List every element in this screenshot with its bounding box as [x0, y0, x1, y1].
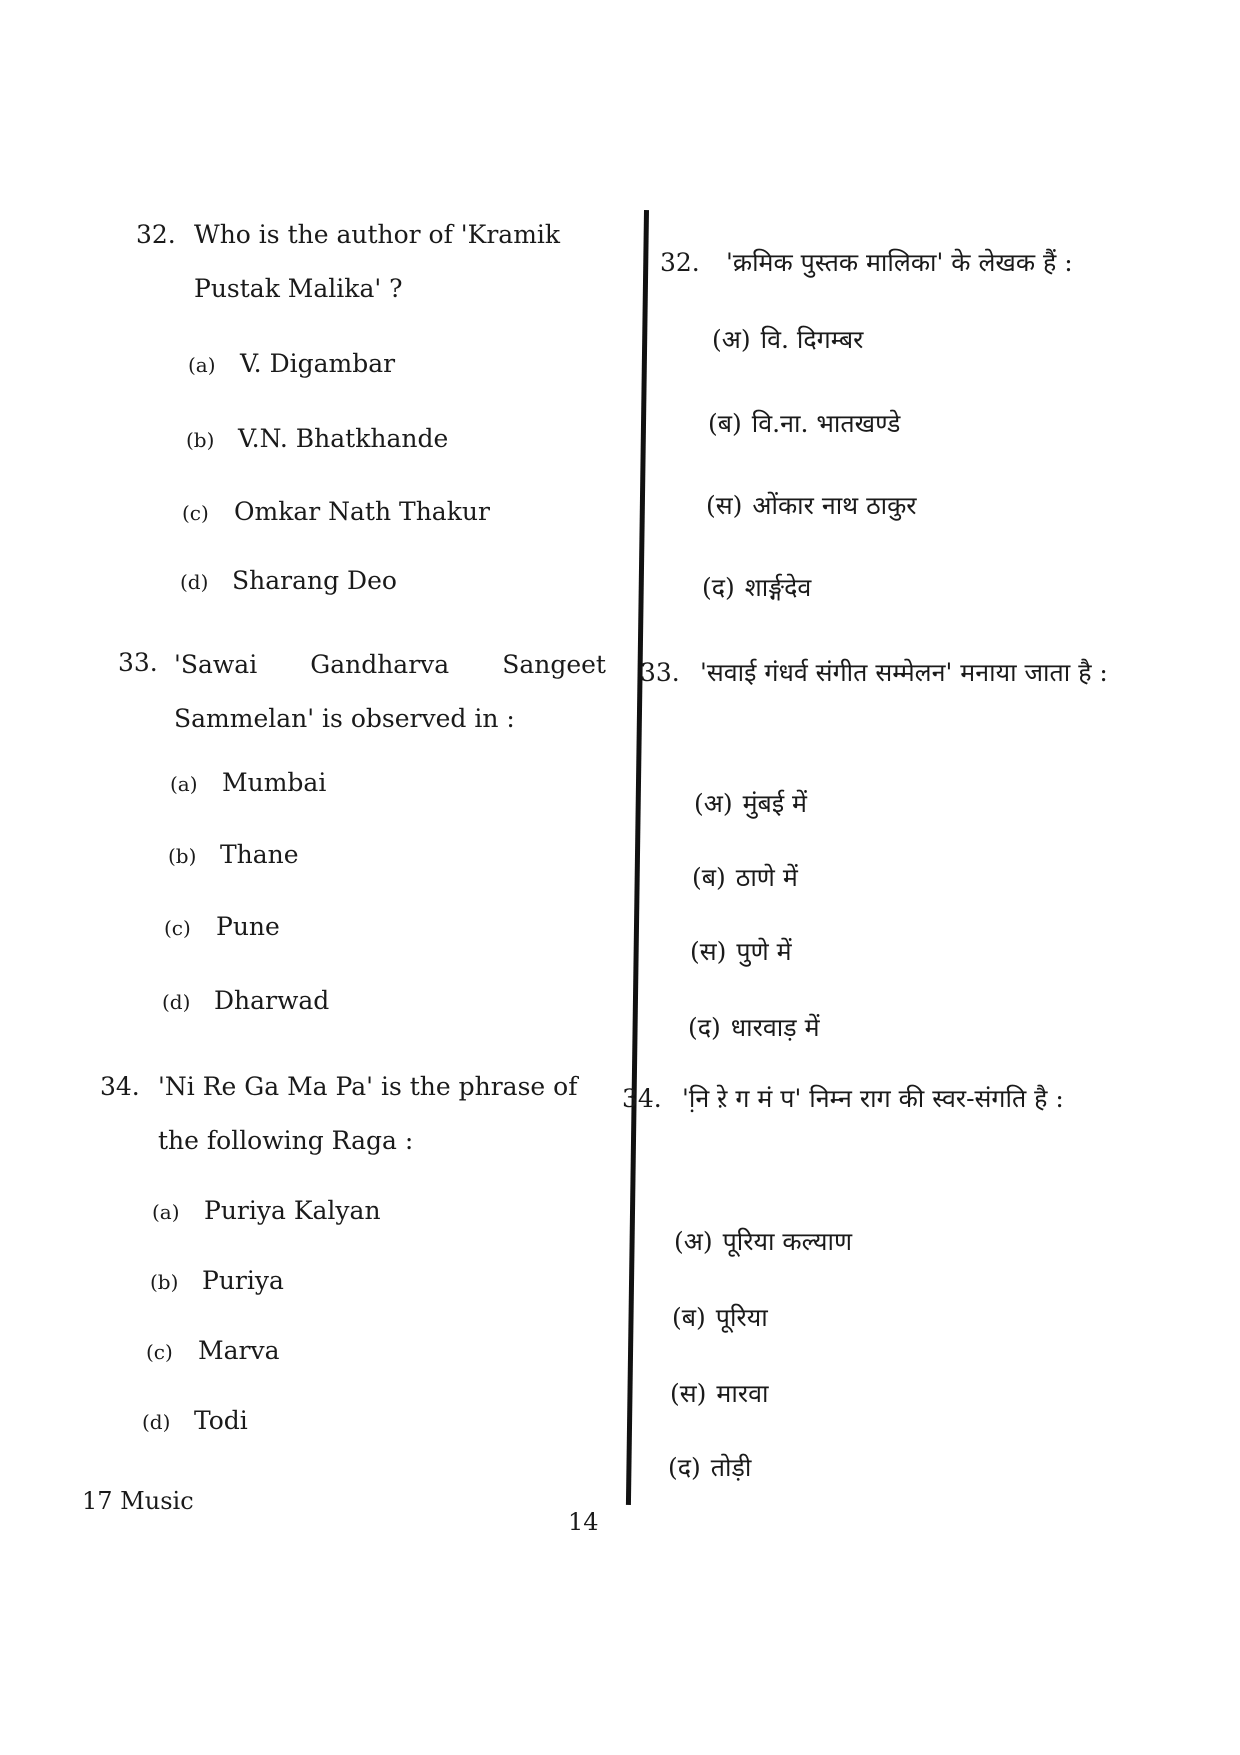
- option-label: (अ): [712, 325, 751, 354]
- option-label: (स): [690, 937, 727, 966]
- option-label: (स): [670, 1379, 707, 1408]
- option-text: पुणे में: [736, 937, 792, 966]
- option-text: धारवाड़ में: [730, 1013, 820, 1042]
- question-text: 'Ni Re Ga Ma Pa' is the phrase of the following Raga :: [158, 1072, 578, 1155]
- hindi-column: [622, 0, 1240, 1755]
- option-d: [668, 1450, 751, 1484]
- option-text: वि. दिगम्बर: [760, 325, 864, 354]
- option-label: (b): [168, 844, 197, 868]
- option-b: [692, 860, 798, 894]
- option-a: [712, 322, 863, 356]
- word: Sangeet: [502, 650, 606, 679]
- option-label: (d): [162, 990, 191, 1014]
- option-b: [150, 1266, 284, 1295]
- question-number: 33.: [118, 648, 158, 677]
- question-text: 'सवाई गंधर्व संगीत सम्मेलन' मनाया जाता है :: [700, 658, 1108, 687]
- option-text: Thane: [220, 840, 299, 869]
- option-text: तोड़ी: [710, 1453, 752, 1482]
- question-34-en: [100, 1060, 590, 1168]
- option-a: [152, 1196, 381, 1225]
- option-text: V.N. Bhatkhande: [238, 424, 449, 453]
- option-text: Todi: [194, 1406, 248, 1435]
- option-label: (अ): [674, 1227, 713, 1256]
- question-number: 32.: [660, 248, 700, 277]
- option-label: (ब): [672, 1303, 706, 1332]
- option-a: [694, 786, 807, 820]
- option-label: (ब): [708, 409, 742, 438]
- option-b: [168, 840, 299, 869]
- page-number: 14: [568, 1508, 599, 1536]
- question-33-en: [118, 638, 606, 746]
- option-label: (द): [688, 1013, 721, 1042]
- option-label: (ब): [692, 863, 726, 892]
- option-c: [690, 934, 792, 968]
- option-text: पूरिया: [715, 1303, 768, 1332]
- question-34-hi: [622, 1072, 1122, 1126]
- option-text: Pune: [216, 912, 280, 941]
- question-number: 34.: [622, 1084, 662, 1113]
- option-c: [670, 1376, 768, 1410]
- option-text: Marva: [198, 1336, 280, 1365]
- option-b: [672, 1300, 768, 1334]
- option-a: [170, 768, 326, 797]
- option-text: मारवा: [716, 1379, 769, 1408]
- footer-subject: 17 Music: [82, 1487, 194, 1515]
- option-label: (द): [668, 1453, 701, 1482]
- option-label: (a): [152, 1200, 180, 1224]
- option-d: [142, 1406, 248, 1435]
- option-a: [674, 1224, 852, 1258]
- option-text: Puriya: [202, 1266, 284, 1295]
- question-text-line-2: Sammelan' is observed in :: [174, 704, 515, 733]
- option-c: [164, 912, 280, 941]
- option-c: [706, 488, 917, 522]
- option-text: V. Digambar: [240, 349, 396, 378]
- option-label: (b): [186, 428, 215, 452]
- option-label: (c): [146, 1340, 173, 1364]
- question-number: 34.: [100, 1072, 140, 1101]
- option-label: (द): [702, 573, 735, 602]
- option-text: Puriya Kalyan: [204, 1196, 381, 1225]
- option-label: (c): [164, 916, 191, 940]
- option-label: (a): [170, 772, 198, 796]
- word: 'Sawai: [174, 650, 258, 679]
- option-d: [702, 570, 811, 604]
- word: Gandharva: [310, 650, 450, 679]
- option-text: मुंबई में: [742, 789, 808, 818]
- question-number: 32.: [136, 220, 176, 249]
- option-d: [162, 986, 329, 1015]
- option-label: (b): [150, 1270, 179, 1294]
- question-text-line-1: [174, 638, 606, 692]
- option-text: Omkar Nath Thakur: [234, 497, 490, 526]
- option-d: [180, 566, 397, 595]
- option-text: Sharang Deo: [232, 566, 397, 595]
- option-text: ओंकार नाथ ठाकुर: [752, 491, 917, 520]
- option-label: (d): [142, 1410, 171, 1434]
- question-text: 'नि़ रे़ ग मं प' निम्न राग की स्वर-संगति है :: [682, 1084, 1064, 1113]
- option-text: Mumbai: [222, 768, 327, 797]
- option-label: (d): [180, 570, 209, 594]
- option-text: शार्ङ्गदेव: [744, 573, 812, 602]
- option-c: [146, 1336, 279, 1365]
- option-label: (a): [188, 353, 216, 377]
- question-32-en: [136, 208, 626, 316]
- question-33-hi: [640, 646, 1140, 700]
- option-b: [708, 406, 900, 440]
- question-text: Who is the author of 'Kramik Pustak Malika' ?: [194, 220, 561, 303]
- option-text: ठाणे में: [735, 863, 798, 892]
- option-label: (अ): [694, 789, 733, 818]
- option-a: [188, 349, 395, 378]
- option-c: [182, 497, 490, 526]
- option-label: (c): [182, 501, 209, 525]
- option-text: Dharwad: [214, 986, 330, 1015]
- option-text: वि.ना. भातखण्डे: [751, 409, 901, 438]
- question-text: 'क्रमिक पुस्तक मालिका' के लेखक हैं :: [726, 248, 1073, 277]
- option-b: [186, 424, 448, 453]
- option-label: (स): [706, 491, 743, 520]
- question-number: 33.: [640, 658, 680, 687]
- question-32-hi: [660, 236, 1180, 290]
- option-d: [688, 1010, 820, 1044]
- option-text: पूरिया कल्याण: [722, 1227, 853, 1256]
